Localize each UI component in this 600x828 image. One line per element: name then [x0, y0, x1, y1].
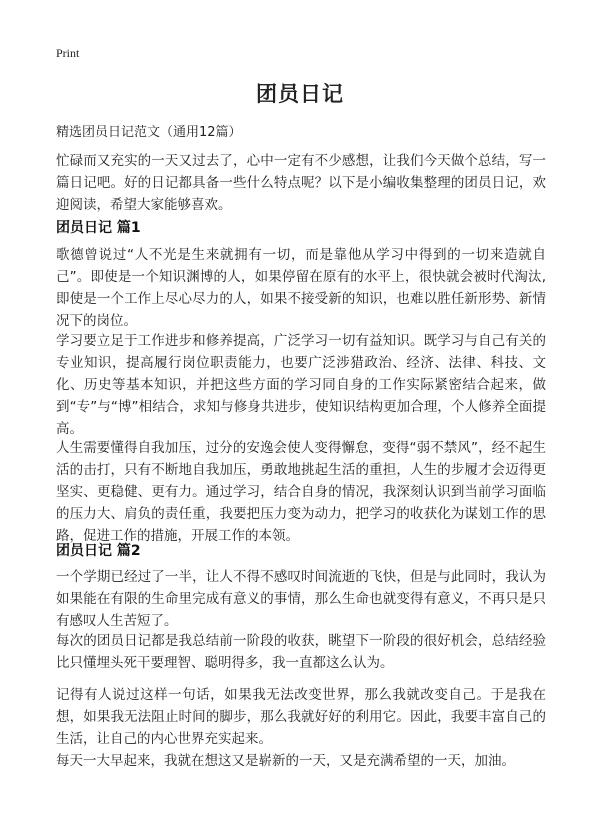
- section2-paragraph-4: 每天一大早起来，我就在想这又是崭新的一天，又是充满希望的一天，加油。: [56, 753, 515, 769]
- section1-paragraph-3: 人生需要懂得自我加压，过分的安逸会使人变得懈怠，变得“弱不禁风”，经不起生活的击打，只有不断地自我加压，勇敢地挑起生活的重担，人生的步履才会迈得更坚实、更稳健、更有力。通过学习，结合自身的情况，我深刻认识到当前学习面临的压力大、肩负的责任重，我要把压力变为动力，把学习的收获化为谋划工作的思路，促进工作的措施，开展工作的本领。: [56, 440, 546, 544]
- section2-heading: 团员日记 篇2: [56, 543, 141, 559]
- section1-paragraph-1: 歌德曾说过“人不光是生来就拥有一切，而是靠他从学习中得到的一切来造就自己”。即使是一个知识渊博的人，如果停留在原有的水平上，很快就会被时代淘汰,即使是一个工作上尽心尽力的人，如果不接受新的知识，也难以胜任新形势、新情况下的岗位。: [56, 247, 546, 329]
- section2-paragraph-1: 一个学期已经过了一半，让人不得不感叹时间流逝的飞快，但是与此同时，我认为如果能在有限的生命里完成有意义的事情，那么生命也就变得有意义，不再只是只有感叹人生苦短了。: [56, 569, 546, 629]
- section2-paragraph-2: 每次的团员日记都是我总结前一阶段的收获，眺望下一阶段的很好机会，总结经验比只懂埋头死干要理智、聪明得多，我一直都这么认为。: [56, 633, 546, 671]
- section2-paragraph-3: 记得有人说过这样一句话，如果我无法改变世界，那么我就改变自己。于是我在想，如果我无法阻止时间的脚步，那么我就好好的利用它。因此，我要丰富自己的生活，让自己的内心世界充实起来。: [56, 687, 546, 747]
- intro-paragraph: 忙碌而又充实的一天又过去了，心中一定有不少感想，让我们今天做个总结，写一篇日记吧。好的日记都具备一些什么特点呢？以下是小编收集整理的团员日记，欢迎阅读，希望大家能够喜欢。: [56, 153, 546, 213]
- section1-paragraph-2: 学习要立足于工作进步和修养提高，广泛学习一切有益知识。既学习与自己有关的专业知识，提高履行岗位职责能力，也要广泛涉猎政治、经济、法律、科技、文化、历史等基本知识，并把这些方面的学习同自身的工作实际紧密结合起来，做到“专”与“博”相结合，求知与修身共进步，使知识结构更加合理，个人修养全面提高。: [56, 333, 546, 437]
- print-label[interactable]: Print: [56, 46, 80, 60]
- section1-heading: 团员日记 篇1: [56, 220, 141, 236]
- subtitle: 精选团员日记范文（通用12篇）: [56, 125, 242, 140]
- page-title: 团员日记: [256, 82, 344, 106]
